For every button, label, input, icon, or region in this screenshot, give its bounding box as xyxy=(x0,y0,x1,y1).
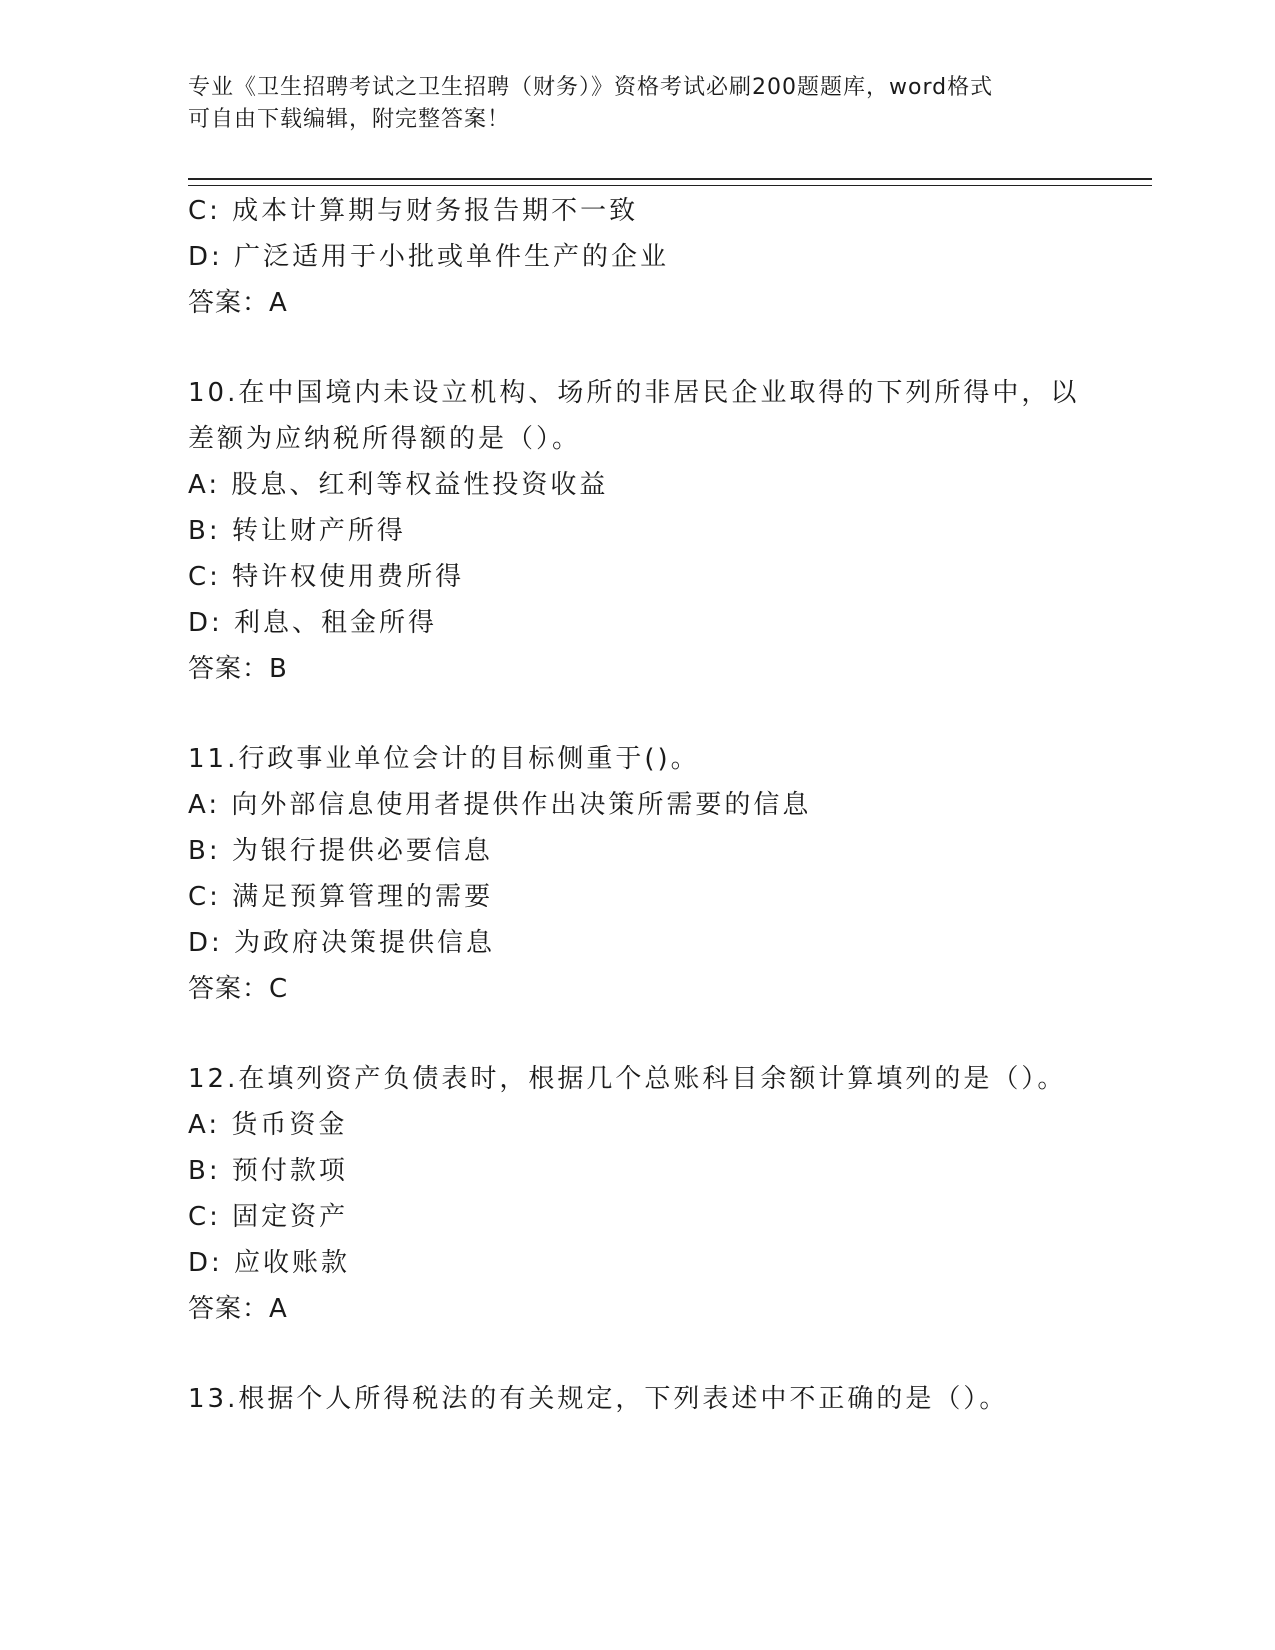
prev-question-block xyxy=(188,188,1118,326)
answer-line: 答案：A xyxy=(188,1294,288,1324)
option-c: C: 成本计算期与财务报告期不一致 xyxy=(188,196,639,226)
option-a: A: 向外部信息使用者提供作出决策所需要的信息 xyxy=(188,790,812,820)
question-stem: 10.在中国境内未设立机构、场所的非居民企业取得的下列所得中，以 xyxy=(188,378,1080,408)
option-a: A: 货币资金 xyxy=(188,1110,348,1140)
header-line-1: 专业《卫生招聘考试之卫生招聘（财务）》资格考试必刷200题题库，word格式 xyxy=(188,75,994,100)
header-divider xyxy=(188,178,1152,186)
option-b: B: 预付款项 xyxy=(188,1156,348,1186)
option-c: C: 满足预算管理的需要 xyxy=(188,882,494,912)
option-c: C: 固定资产 xyxy=(188,1202,349,1232)
question-stem: 11.行政事业单位会计的目标侧重于()。 xyxy=(188,744,700,774)
answer-line: 答案：B xyxy=(188,654,288,684)
option-b: B: 为银行提供必要信息 xyxy=(188,836,493,866)
option-d: D: 应收账款 xyxy=(188,1248,351,1278)
spacer xyxy=(188,326,1118,370)
question-stem-continued: 差额为应纳税所得额的是（）。 xyxy=(188,424,582,454)
option-a: A: 股息、红利等权益性投资收益 xyxy=(188,470,609,500)
spacer xyxy=(188,1012,1118,1056)
question-stem: 13.根据个人所得税法的有关规定，下列表述中不正确的是（）。 xyxy=(188,1384,1009,1414)
option-d: D: 利息、租金所得 xyxy=(188,608,438,638)
question-content xyxy=(188,188,1118,1422)
question-block-10 xyxy=(188,370,1118,692)
option-d: D: 广泛适用于小批或单件生产的企业 xyxy=(188,242,670,272)
document-header xyxy=(188,72,1088,136)
question-block-12 xyxy=(188,1056,1118,1332)
answer-line: 答案：C xyxy=(188,974,289,1004)
option-b: B: 转让财产所得 xyxy=(188,516,406,546)
header-line-2: 可自由下载编辑，附完整答案！ xyxy=(188,107,511,132)
spacer xyxy=(188,1332,1118,1376)
question-block-11 xyxy=(188,736,1118,1012)
question-stem: 12.在填列资产负债表时，根据几个总账科目余额计算填列的是（）。 xyxy=(188,1064,1067,1094)
spacer xyxy=(188,692,1118,736)
option-c: C: 特许权使用费所得 xyxy=(188,562,465,592)
option-d: D: 为政府决策提供信息 xyxy=(188,928,496,958)
question-block-13 xyxy=(188,1376,1118,1422)
answer-line: 答案：A xyxy=(188,288,288,318)
